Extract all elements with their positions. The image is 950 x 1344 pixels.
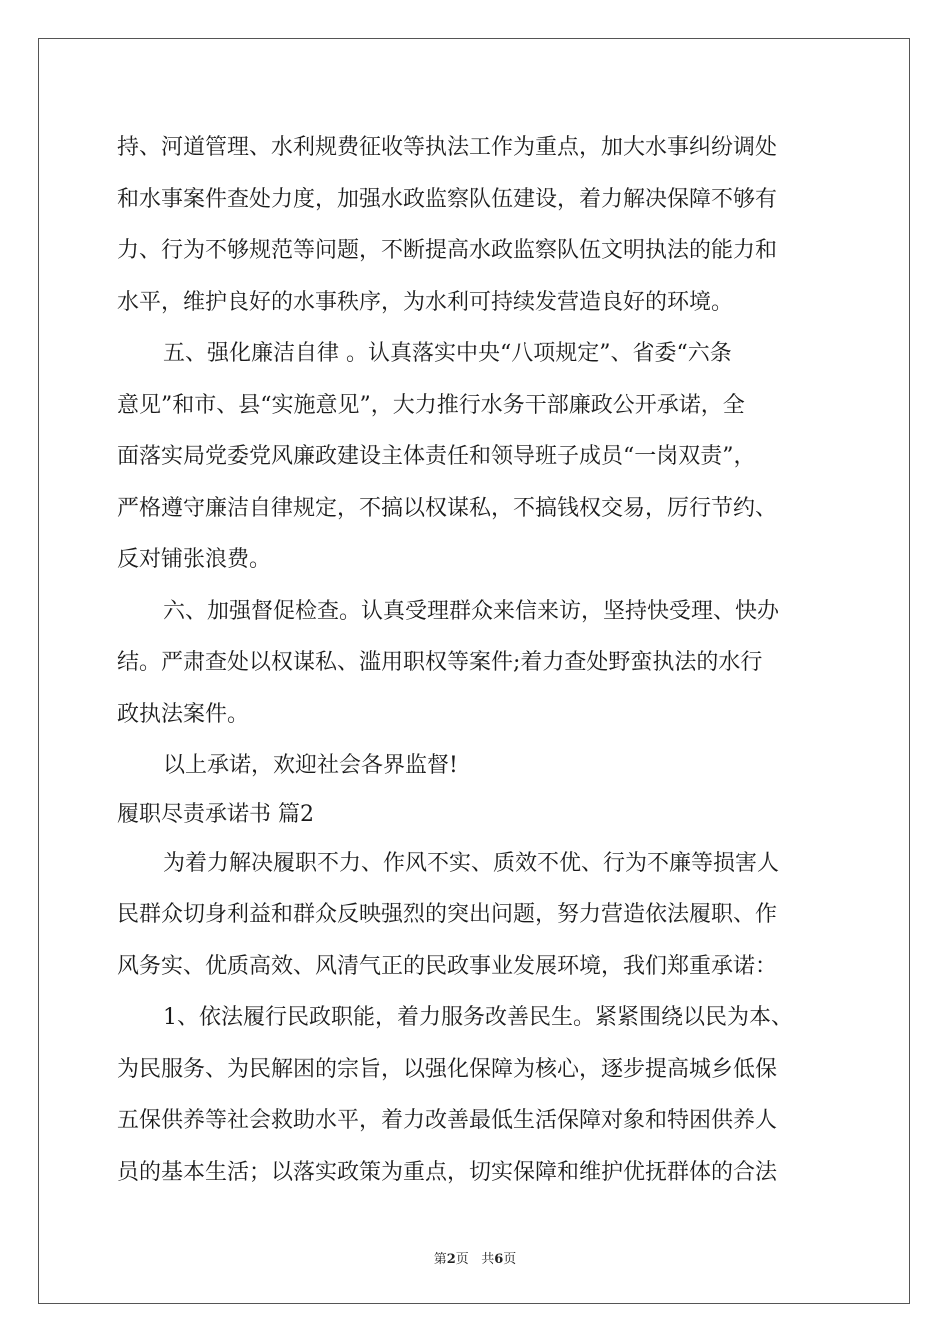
page-prefix: 第 [433,1252,447,1267]
text-line: 为民服务、为民解困的宗旨，以强化保障为核心，逐步提高城乡低保 [117,1056,778,1082]
section-heading: 履职尽责承诺书 篇2 [117,801,314,827]
text-line: 持、河道管理、水利规费征收等执法工作为重点，加大水事纠纷调处 [117,135,778,160]
paragraph-start: 1、依法履行民政职能，着力服务改善民生。紧紧围绕以民为本、 [163,1005,793,1030]
text-line: 政执法案件。 [117,701,250,727]
total-suffix: 页 [503,1252,517,1267]
page-footer [0,1248,950,1267]
page-suffix: 页 [455,1252,469,1267]
text-line: 水平，维护良好的水事秩序，为水利可持续发营造良好的环境。 [117,289,734,315]
text-line: 严格遵守廉洁自律规定，不搞以权谋私，不搞钱权交易，厉行节约、 [117,495,778,521]
text-line: 反对铺张浪费。 [117,547,272,572]
paragraph-start: 六、加强督促检查。认真受理群众来信来访，坚持快受理、快办 [163,598,780,624]
text-line: 和水事案件查处力度，加强水政监察队伍建设，着力解决保障不够有 [117,186,778,212]
text-line: 五保供养等社会救助水平，着力改善最低生活保障对象和特困供养人 [117,1108,778,1133]
text-line: 结。严肃查处以权谋私、滥用职权等案件;着力查处野蛮执法的水行 [117,650,763,675]
document-body [117,122,833,1198]
text-line: 意见”和市、县“实施意见”，大力推行水务干部廉政公开承诺，全 [117,392,745,418]
text-line: 员的基本生活；以落实政策为重点，切实保障和维护优抚群体的合法 [117,1159,778,1185]
text-line: 面落实局党委党风廉政建设主体责任和领导班子成员“一岗双责”， [117,444,756,469]
text-line: 民群众切身利益和群众反映强烈的突出问题，努力营造依法履职、作 [117,902,778,927]
text-line: 力、行为不够规范等问题，不断提高水政监察队伍文明执法的能力和 [117,238,778,263]
total-prefix: 共 [481,1252,495,1267]
paragraph-start: 为着力解决履职不力、作风不实、质效不优、行为不廉等损害人 [163,850,780,876]
closing-statement: 以上承诺，欢迎社会各界监督! [163,753,458,778]
text-line: 风务实、优质高效、风清气正的民政事业发展环境，我们郑重承诺： [117,953,778,979]
page-number: 2 [446,1252,456,1267]
total-pages: 6 [494,1252,504,1267]
paragraph-start: 五、强化廉洁自律 。认真落实中央“八项规定”、省委“六条 [163,341,732,366]
